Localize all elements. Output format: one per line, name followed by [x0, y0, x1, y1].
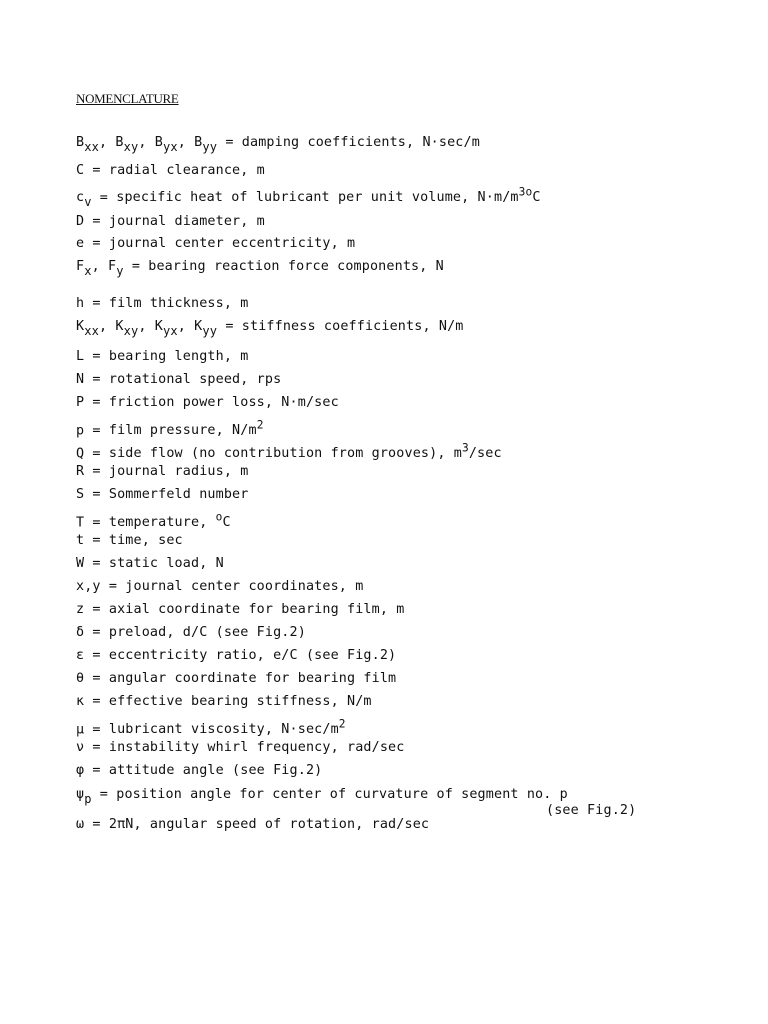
nomenclature-entry: D = journal diameter, m: [76, 214, 265, 229]
nomenclature-entry: e = journal center eccentricity, m: [76, 236, 356, 251]
entry-symbol: S: [76, 487, 85, 502]
nomenclature-entry: P = friction power loss, N·m/sec: [76, 395, 339, 410]
entry-definition: temperature, $^o$C: [108, 511, 231, 531]
entry-definition: journal radius, m: [108, 464, 249, 479]
entry-definition: journal diameter, m: [108, 214, 265, 229]
nomenclature-entry: h = film thickness, m: [76, 296, 249, 311]
nomenclature-entry: $F_x$, $F_y$ = bearing reaction force components, N: [76, 259, 444, 278]
nomenclature-entry: L = bearing length, m: [76, 349, 249, 364]
entry-continuation: (see Fig.2): [546, 803, 637, 818]
entry-definition: static load, N: [108, 556, 224, 571]
entry-definition: 2πN, angular speed of rotation, rad/sec: [108, 817, 430, 832]
nomenclature-entry: φ = attitude angle (see Fig.2): [76, 763, 323, 778]
entry-symbol: $F_x$, $F_y$: [76, 259, 124, 278]
nomenclature-entry: δ = preload, d/C (see Fig.2): [76, 625, 306, 640]
entry-symbol: P: [76, 395, 85, 410]
entry-symbol: p: [76, 423, 85, 439]
entry-definition: side flow (no contribution from grooves), $m^3/\sec$: [108, 442, 502, 462]
nomenclature-entry: R = journal radius, m: [76, 464, 249, 479]
entry-definition: angular coordinate for bearing film: [108, 671, 397, 686]
entry-symbol: R: [76, 464, 85, 479]
entry-symbol: $\psi_p$: [76, 787, 92, 806]
nomenclature-entry: μ = lubricant viscosity, $N\cdot\sec/m^2$: [76, 718, 346, 738]
nomenclature-entry: N = rotational speed, rps: [76, 372, 282, 387]
entry-definition: friction power loss, N·m/sec: [108, 395, 339, 410]
entry-symbol: θ: [76, 671, 85, 686]
nomenclature-entry: ω = 2πN, angular speed of rotation, rad/sec: [76, 817, 430, 832]
nomenclature-entry: z = axial coordinate for bearing film, m: [76, 602, 405, 617]
entry-symbol: h: [76, 296, 85, 311]
entry-symbol: x,y: [76, 579, 101, 594]
entry-definition: effective bearing stiffness, N/m: [108, 694, 372, 709]
entry-definition: bearing reaction force components, N: [148, 259, 444, 274]
nomenclature-entry: $c_v$ = specific heat of lubricant per unit volume, $N\cdot m/m^{3o}C$: [76, 186, 541, 210]
entry-symbol: $c_v$: [76, 190, 92, 210]
entry-definition: stiffness coefficients, N/m: [241, 319, 464, 334]
entry-symbol: $K_{xx}$, $K_{xy}$, $K_{yx}$, $K_{yy}$: [76, 319, 218, 338]
entry-definition: lubricant viscosity, $N\cdot\sec/m^2$: [108, 718, 346, 738]
nomenclature-entry: x,y = journal center coordinates, m: [76, 579, 364, 594]
entry-symbol: φ: [76, 763, 85, 778]
nomenclature-entry: Q = side flow (no contribution from grooves), $m^3/\sec$: [76, 442, 502, 462]
entry-definition: attitude angle (see Fig.2): [108, 763, 323, 778]
nomenclature-entry: ε = eccentricity ratio, e/C (see Fig.2): [76, 648, 397, 663]
nomenclature-entry: $K_{xx}$, $K_{xy}$, $K_{yx}$, $K_{yy}$ = stiffness coefficients, N/m: [76, 319, 464, 338]
nomenclature-entry: C = radial clearance, m: [76, 163, 265, 178]
nomenclature-entry: t = time, sec: [76, 533, 183, 548]
entry-symbol: μ: [76, 722, 85, 738]
entry-definition: rotational speed, rps: [108, 372, 282, 387]
entry-definition: instability whirl frequency, rad/sec: [108, 740, 405, 755]
entry-symbol: Q: [76, 446, 85, 462]
entry-symbol: κ: [76, 694, 85, 709]
entry-definition: Sommerfeld number: [108, 487, 249, 502]
nomenclature-entry: S = Sommerfeld number: [76, 487, 249, 502]
entry-symbol: t: [76, 533, 85, 548]
nomenclature-entry: $B_{xx}$, $B_{xy}$, $B_{yx}$, $B_{yy}$ = damping coefficients, N·sec/m: [76, 135, 480, 154]
nomenclature-entry: κ = effective bearing stiffness, N/m: [76, 694, 372, 709]
entry-symbol: ν: [76, 740, 85, 755]
entry-symbol: L: [76, 349, 85, 364]
nomenclature-entry: θ = angular coordinate for bearing film: [76, 671, 397, 686]
nomenclature-entry: $\psi_p$ = position angle for center of curvature of segment no. p: [76, 787, 568, 806]
entry-symbol: ω: [76, 817, 85, 832]
section-title: NOMENCLATURE: [76, 91, 179, 106]
entry-definition: radial clearance, m: [108, 163, 265, 178]
entry-definition: time, sec: [108, 533, 183, 548]
entry-definition: journal center eccentricity, m: [108, 236, 356, 251]
entry-symbol: ε: [76, 648, 85, 663]
entry-definition: bearing length, m: [108, 349, 249, 364]
entry-symbol: T: [76, 515, 85, 531]
nomenclature-entry: W = static load, N: [76, 556, 224, 571]
entry-definition: film pressure, $N/m^2$: [108, 419, 264, 439]
entry-definition: specific heat of lubricant per unit volume, $N\cdot m/m^{3o}C$: [116, 186, 541, 206]
entry-definition: position angle for center of curvature of segment no. p: [116, 787, 568, 802]
entry-symbol: e: [76, 236, 85, 251]
entry-symbol: N: [76, 372, 85, 387]
entry-definition: preload, d/C (see Fig.2): [108, 625, 306, 640]
entry-symbol: δ: [76, 625, 85, 640]
entry-symbol: $B_{xx}$, $B_{xy}$, $B_{yx}$, $B_{yy}$: [76, 135, 218, 154]
entry-definition: eccentricity ratio, e/C (see Fig.2): [108, 648, 397, 663]
entry-symbol: W: [76, 556, 85, 571]
nomenclature-entry: T = temperature, $^o$C: [76, 511, 231, 531]
entry-definition: damping coefficients, N·sec/m: [241, 135, 480, 150]
nomenclature-entry: p = film pressure, $N/m^2$: [76, 419, 264, 439]
entry-definition: axial coordinate for bearing film, m: [108, 602, 405, 617]
nomenclature-entry: ν = instability whirl frequency, rad/sec: [76, 740, 405, 755]
entry-symbol: z: [76, 602, 85, 617]
entry-definition: journal center coordinates, m: [125, 579, 364, 594]
entry-symbol: D: [76, 214, 85, 229]
entry-symbol: C: [76, 163, 85, 178]
entry-definition: film thickness, m: [108, 296, 249, 311]
